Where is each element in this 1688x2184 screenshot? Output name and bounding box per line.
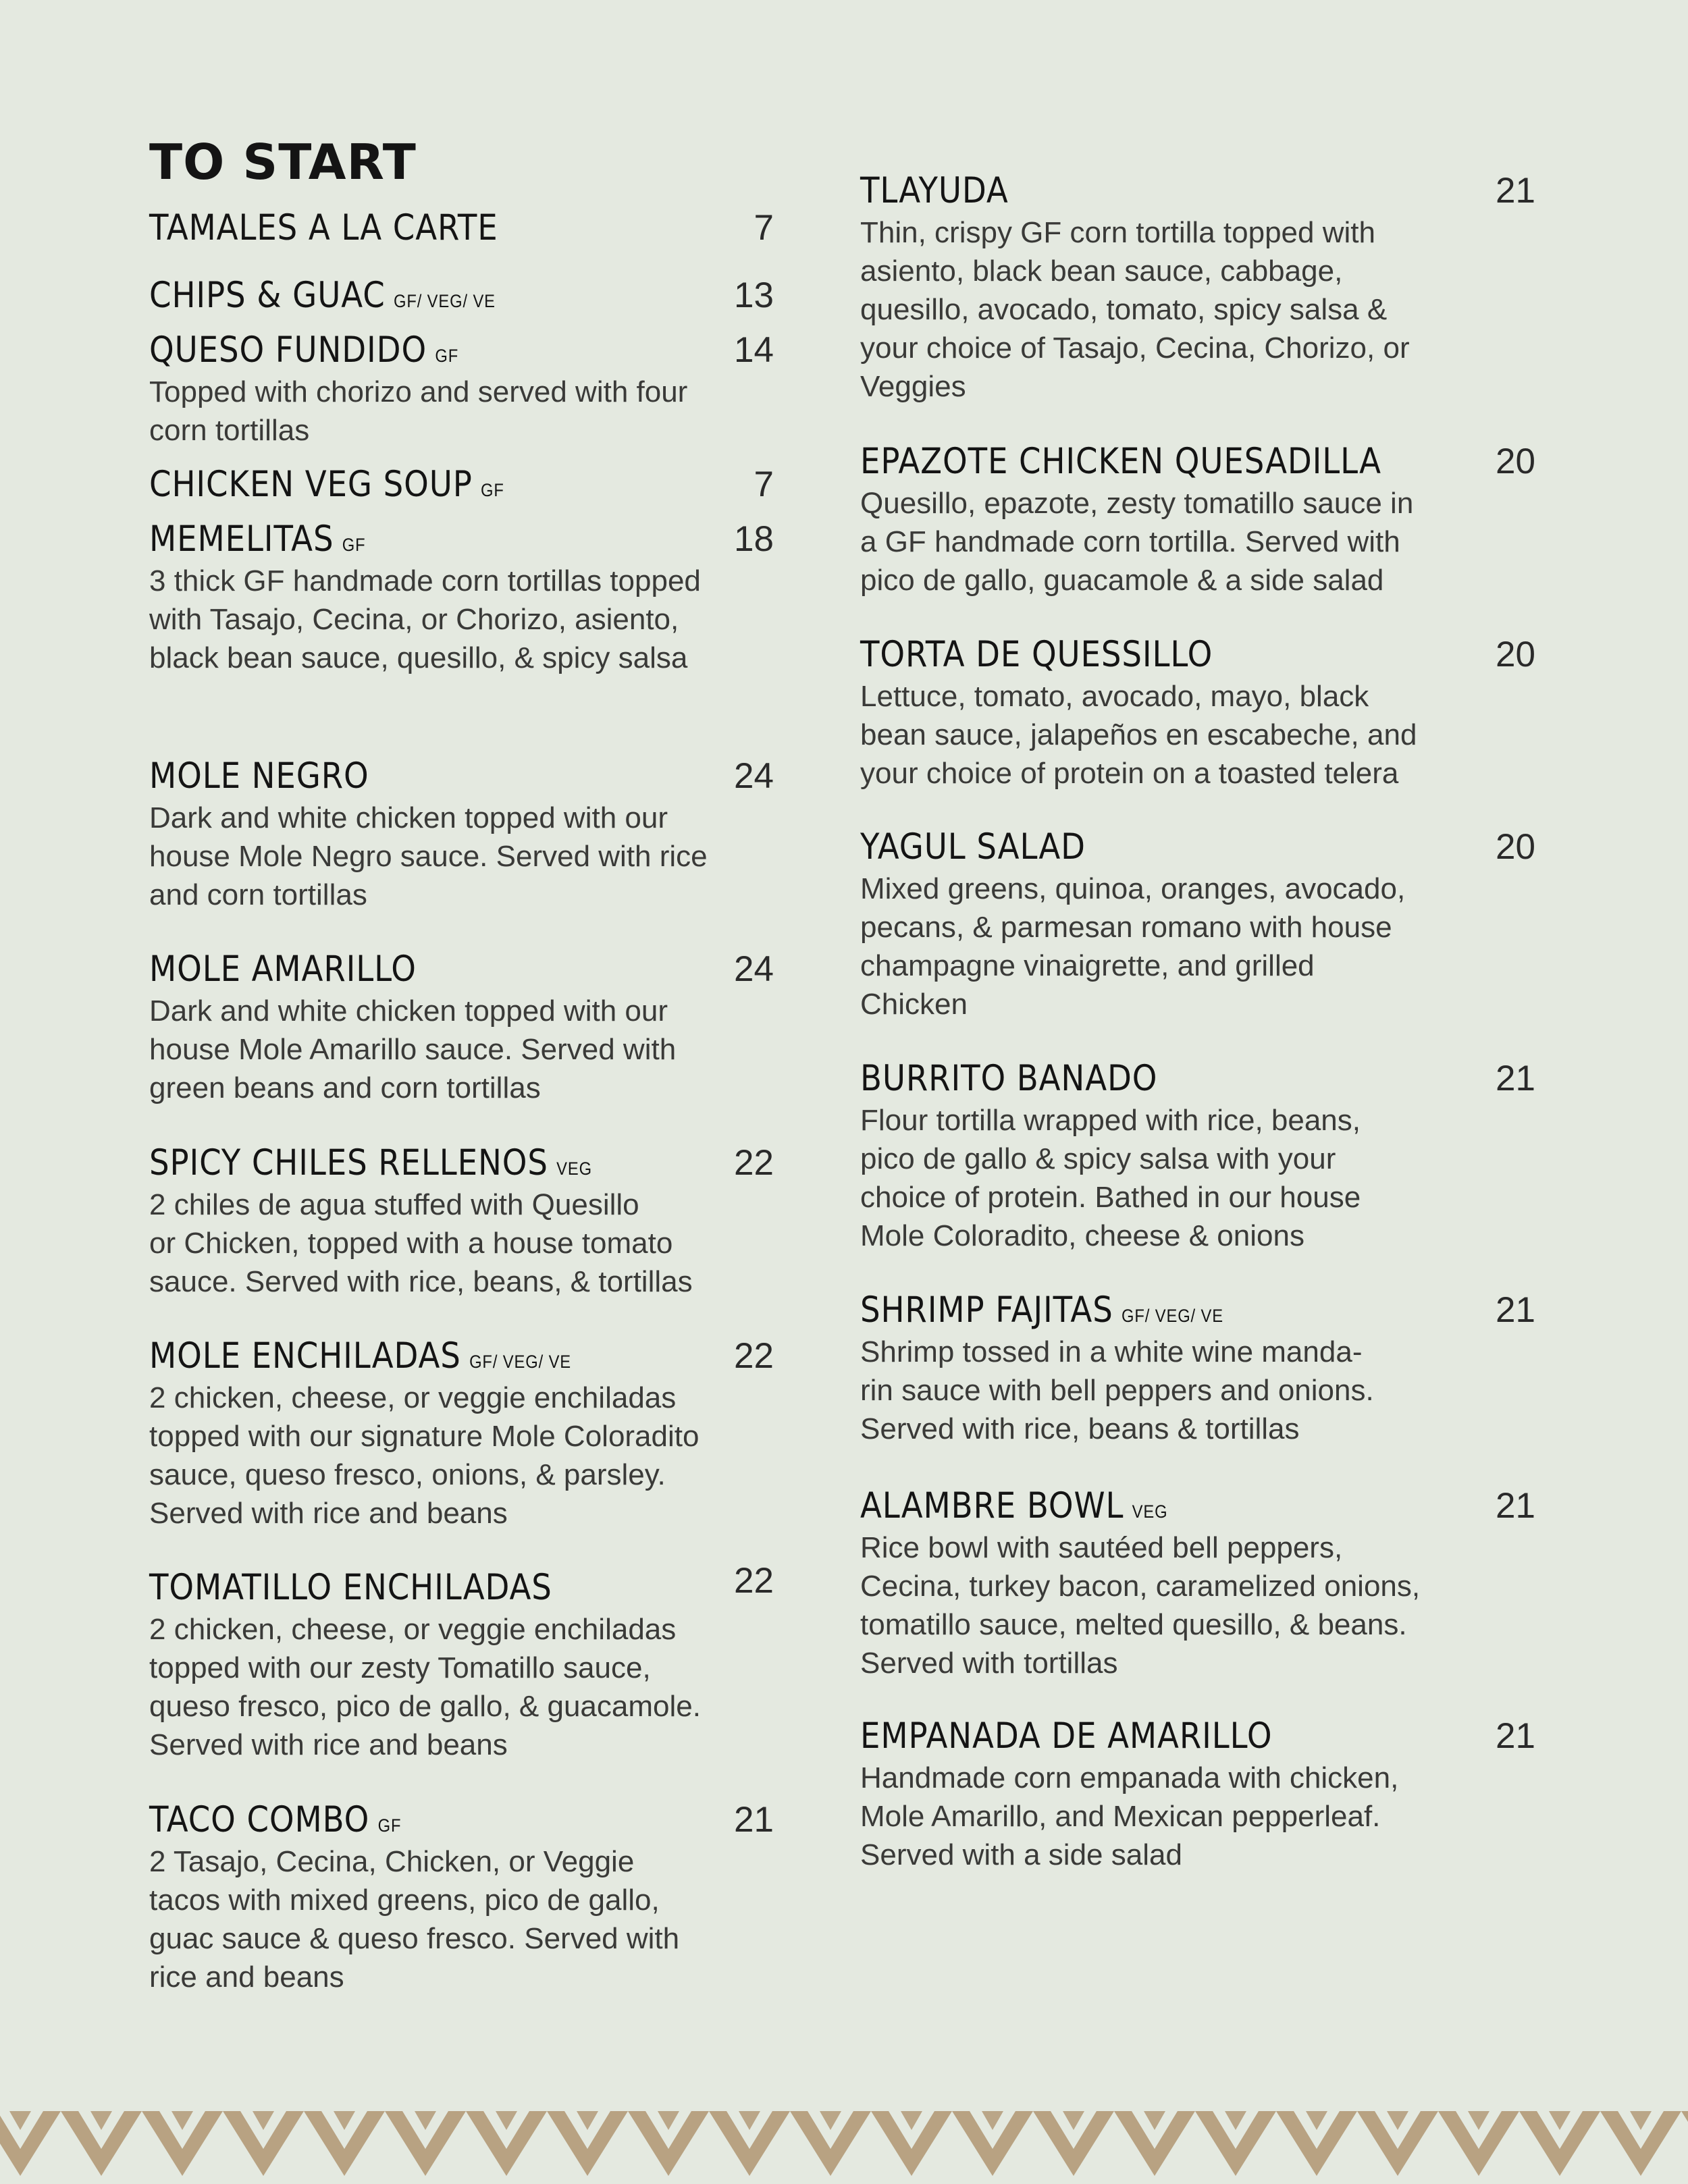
menu-item-description-line: Topped with chorizo and served with four	[149, 375, 688, 408]
menu-item	[149, 1334, 774, 1533]
menu-item-description-line: Served with rice, beans & tortillas	[860, 1412, 1300, 1445]
menu-item-price: 22	[734, 1561, 774, 1601]
menu-item-description-line: tacos with mixed greens, pico de gallo,	[149, 1884, 660, 1917]
menu-item-description-line: a GF handmade corn tortilla. Served with	[860, 525, 1400, 558]
menu-item-description-line: quesillo, avocado, tomato, spicy salsa &	[860, 293, 1388, 326]
menu-item-name	[860, 440, 1381, 484]
menu-item-title: TORTA DE QUESSILLO	[860, 634, 1213, 675]
menu-item-description-line: 2 chicken, cheese, or veggie enchiladas	[149, 1381, 677, 1414]
menu-item-title: EPAZOTE CHICKEN QUESADILLA	[860, 441, 1381, 482]
dietary-tags: GF	[377, 1815, 402, 1836]
menu-item-price: 21	[1496, 1290, 1535, 1330]
dietary-tags: GF/ VEG/ VE	[1122, 1306, 1223, 1326]
menu-item	[149, 1561, 774, 1764]
menu-item-description-line: black bean sauce, quesillo, & spicy salsa	[149, 641, 688, 674]
menu-item-description-line: with Tasajo, Cecina, or Chorizo, asiento,	[149, 603, 679, 636]
menu-item-title: MOLE NEGRO	[149, 755, 369, 797]
menu-item	[149, 517, 774, 677]
menu-item-title: EMPANADA DE AMARILLO	[860, 1715, 1273, 1757]
border-triangle	[415, 2111, 436, 2130]
border-triangle	[982, 2111, 1003, 2130]
menu-item-header	[149, 947, 774, 992]
menu-item-description-line: pico de gallo & spicy salsa with your	[860, 1142, 1336, 1175]
border-chevron	[0, 2111, 61, 2176]
menu-item-description-line: Served with rice and beans	[149, 1497, 508, 1530]
border-triangle	[1225, 2111, 1246, 2130]
dietary-tags: VEG	[1132, 1501, 1168, 1522]
menu-item-description-line: Thin, crispy GF corn tortilla topped with	[860, 216, 1375, 249]
menu-item-title: CHIPS & GUAC	[149, 275, 386, 316]
menu-item-price: 22	[734, 1143, 774, 1183]
menu-item-description-line: Served with rice and beans	[149, 1728, 508, 1761]
menu-item-description-line: Shrimp tossed in a white wine manda-	[860, 1335, 1363, 1368]
menu-item-description-line: Mole Amarillo, and Mexican pepperleaf.	[860, 1800, 1381, 1833]
border-triangle	[820, 2111, 841, 2130]
menu-item-title: YAGUL SALAD	[860, 826, 1086, 868]
menu-item	[860, 1057, 1535, 1255]
menu-item-header	[149, 1561, 774, 1610]
menu-item-price: 13	[734, 275, 774, 315]
menu-item-price: 7	[754, 208, 774, 248]
menu-item-description-line: queso fresco, pico de gallo, & guacamole.	[149, 1690, 701, 1723]
menu-item-header	[860, 1484, 1535, 1528]
menu-item-description-line: Dark and white chicken topped with our	[149, 994, 668, 1028]
menu-item-title: TLAYUDA	[860, 170, 1009, 211]
menu-item-header	[149, 273, 774, 318]
dietary-tags: GF	[481, 480, 504, 500]
menu-item	[860, 825, 1535, 1023]
decorative-border	[0, 2096, 1688, 2184]
menu-item-description-line: 2 chiles de agua stuffed with Quesillo	[149, 1188, 639, 1221]
menu-item-header	[149, 206, 774, 250]
menu-item-name	[149, 1798, 401, 1848]
border-triangle	[901, 2111, 922, 2130]
menu-item-description-line: your choice of Tasajo, Cecina, Chorizo, or	[860, 331, 1410, 365]
menu-item	[149, 462, 774, 507]
menu-item-description-line: corn tortillas	[149, 414, 310, 447]
menu-item-price: 21	[1496, 1486, 1535, 1526]
menu-item-description-line: sauce, queso fresco, onions, & parsley.	[149, 1458, 666, 1491]
menu-item	[860, 633, 1535, 793]
menu-item-description-line: Mole Coloradito, cheese & onions	[860, 1219, 1304, 1252]
menu-item-description-line: green beans and corn tortillas	[149, 1071, 541, 1104]
menu-item-header	[860, 1714, 1535, 1759]
dietary-tags: GF	[342, 535, 366, 555]
border-triangle	[1549, 2111, 1571, 2130]
menu-item-name	[149, 947, 417, 992]
menu-item-price: 18	[734, 519, 774, 559]
border-triangle	[739, 2111, 760, 2130]
menu-item-header	[149, 1141, 774, 1186]
menu-item-description-line: Cecina, turkey bacon, caramelized onions,	[860, 1570, 1421, 1603]
menu-item	[149, 328, 774, 450]
menu-item-description-line: tomatillo sauce, melted quesillo, & beans.	[860, 1608, 1407, 1641]
menu-item-description-line: house Mole Amarillo sauce. Served with	[149, 1033, 677, 1066]
menu-item-header	[860, 1288, 1535, 1333]
menu-item-price: 20	[1496, 635, 1535, 674]
menu-item-description-line: 3 thick GF handmade corn tortillas topped	[149, 564, 701, 597]
menu-item-title: MEMELITAS	[149, 518, 334, 560]
dietary-tags: GF	[435, 346, 459, 366]
menu-item-description-line: or Chicken, topped with a house tomato	[149, 1227, 673, 1260]
menu-item-price: 21	[1496, 171, 1535, 211]
menu-item-header	[149, 517, 774, 562]
menu-item-header	[860, 633, 1535, 677]
menu-item-title: BURRITO BANADO	[860, 1058, 1158, 1099]
menu-item-name	[149, 517, 366, 567]
menu-item-name	[860, 633, 1213, 677]
menu-item-description-line: rin sauce with bell peppers and onions.	[860, 1374, 1374, 1407]
menu-item-header	[149, 754, 774, 799]
menu-item-name	[149, 1566, 552, 1610]
menu-item-price: 21	[1496, 1059, 1535, 1098]
dietary-tags: VEG	[556, 1158, 592, 1179]
border-triangle	[172, 2111, 193, 2130]
menu-item	[860, 1484, 1535, 1682]
border-triangle	[1630, 2111, 1652, 2130]
section-title: TO START	[149, 134, 417, 190]
menu-item-title: MOLE ENCHILADAS	[149, 1335, 461, 1377]
menu-item-price: 24	[734, 756, 774, 796]
menu-item-header	[860, 1057, 1535, 1101]
menu-item-header	[149, 1334, 774, 1379]
menu-item-description-line: Served with a side salad	[860, 1838, 1182, 1871]
border-triangle	[658, 2111, 679, 2130]
menu-item-description-line: Dark and white chicken topped with our	[149, 801, 668, 834]
menu-item	[149, 273, 774, 318]
menu-item-name	[149, 206, 498, 250]
menu-item-description-line: Handmade corn empanada with chicken,	[860, 1761, 1399, 1794]
menu-item-header	[860, 440, 1535, 484]
border-chevron	[1681, 2111, 1688, 2176]
menu-item-title: MOLE AMARILLO	[149, 949, 417, 990]
menu-item-name	[149, 1334, 571, 1384]
menu-item-description-line: choice of protein. Bathed in our house	[860, 1181, 1361, 1214]
menu-item-description-line: 2 chicken, cheese, or veggie enchiladas	[149, 1613, 677, 1646]
border-triangle	[1306, 2111, 1327, 2130]
menu-item-header	[860, 825, 1535, 870]
menu-item-description-line: Chicken	[860, 988, 968, 1021]
border-triangle	[1387, 2111, 1408, 2130]
menu-item	[860, 1288, 1535, 1448]
menu-item-name	[860, 1057, 1157, 1101]
menu-item-name	[149, 328, 458, 378]
menu-item-description-line: pico de gallo, guacamole & a side salad	[860, 564, 1384, 597]
menu-item-description-line: Served with tortillas	[860, 1647, 1118, 1680]
border-triangle	[90, 2111, 112, 2130]
menu-item	[149, 1798, 774, 1996]
border-triangle	[1468, 2111, 1489, 2130]
menu-item-name	[860, 1288, 1223, 1338]
menu-item-description-line: house Mole Negro sauce. Served with rice	[149, 840, 708, 873]
menu-item-title: ALAMBRE BOWL	[860, 1485, 1124, 1526]
menu-item	[149, 206, 774, 250]
menu-item-description-line: Rice bowl with sautéed bell peppers,	[860, 1531, 1343, 1564]
menu-item	[149, 1141, 774, 1301]
menu-item-description-line: 2 Tasajo, Cecina, Chicken, or Veggie	[149, 1845, 635, 1878]
menu-item-header	[149, 328, 774, 373]
menu-item-header	[860, 169, 1535, 213]
menu-item-name	[860, 1484, 1168, 1534]
menu-item	[149, 947, 774, 1107]
menu-item	[860, 169, 1535, 406]
menu-item-description-line: champagne vinaigrette, and grilled	[860, 949, 1315, 982]
menu-item-description-line: your choice of protein on a toasted telera	[860, 757, 1399, 790]
border-triangle	[577, 2111, 598, 2130]
menu-item-description-line: guac sauce & queso fresco. Served with	[149, 1922, 680, 1955]
menu-item-description-line: bean sauce, jalapeños en escabeche, and	[860, 718, 1417, 751]
menu-item-name	[860, 169, 1009, 213]
border-triangle	[9, 2111, 31, 2130]
menu-item-header	[149, 462, 774, 507]
menu-item-title: SHRIMP FAJITAS	[860, 1289, 1113, 1331]
menu-item-name	[149, 462, 504, 512]
menu-item-description-line: Quesillo, epazote, zesty tomatillo sauce in	[860, 487, 1414, 520]
menu-item-title: QUESO FUNDIDO	[149, 329, 427, 371]
border-triangle	[1063, 2111, 1084, 2130]
menu-item-description-line: rice and beans	[149, 1961, 344, 1994]
menu-item-description-line: topped with our zesty Tomatillo sauce,	[149, 1651, 651, 1684]
menu-item-price: 14	[734, 330, 774, 370]
menu-item-name	[149, 273, 496, 323]
menu-item-title: TAMALES A LA CARTE	[149, 207, 498, 248]
menu-item-description-line: topped with our signature Mole Coloradito	[149, 1420, 700, 1453]
menu-item-description-line: Lettuce, tomato, avocado, mayo, black	[860, 680, 1369, 713]
menu-item-price: 21	[734, 1800, 774, 1840]
menu-item-title: SPICY CHILES RELLENOS	[149, 1142, 548, 1183]
menu-item-price: 22	[734, 1336, 774, 1376]
menu-item-title: TACO COMBO	[149, 1799, 370, 1840]
menu-item-name	[860, 1714, 1272, 1759]
menu-item-title: TOMATILLO ENCHILADAS	[149, 1567, 552, 1608]
menu-item-description-line: pecans, & parmesan romano with house	[860, 911, 1392, 944]
menu-item-name	[149, 1141, 592, 1191]
menu-item-description-line: Flour tortilla wrapped with rice, beans,	[860, 1104, 1361, 1137]
border-triangle	[334, 2111, 355, 2130]
border-triangle	[253, 2111, 274, 2130]
menu-item-price: 24	[734, 949, 774, 989]
menu-item-description-line: Veggies	[860, 370, 966, 403]
menu-item-description-line: asiento, black bean sauce, cabbage,	[860, 255, 1343, 288]
menu-item-name	[149, 754, 369, 799]
menu-item-description-line: and corn tortillas	[149, 878, 367, 911]
menu-item	[149, 754, 774, 914]
border-triangle	[496, 2111, 517, 2130]
border-triangle	[1144, 2111, 1165, 2130]
menu-item-price: 20	[1496, 827, 1535, 867]
menu-item	[860, 1714, 1535, 1874]
menu-item-price: 7	[754, 464, 774, 504]
menu-item-title: CHICKEN VEG SOUP	[149, 464, 473, 505]
menu-item-name	[860, 825, 1086, 870]
menu-item	[860, 440, 1535, 600]
dietary-tags: GF/ VEG/ VE	[469, 1352, 572, 1372]
menu-item-price: 21	[1496, 1716, 1535, 1756]
dietary-tags: GF/ VEG/ VE	[393, 291, 496, 311]
menu-item-description-line: Mixed greens, quinoa, oranges, avocado,	[860, 872, 1406, 905]
menu-item-description-line: sauce. Served with rice, beans, & tortillas	[149, 1265, 693, 1298]
menu-item-price: 20	[1496, 442, 1535, 481]
menu-item-header	[149, 1798, 774, 1842]
